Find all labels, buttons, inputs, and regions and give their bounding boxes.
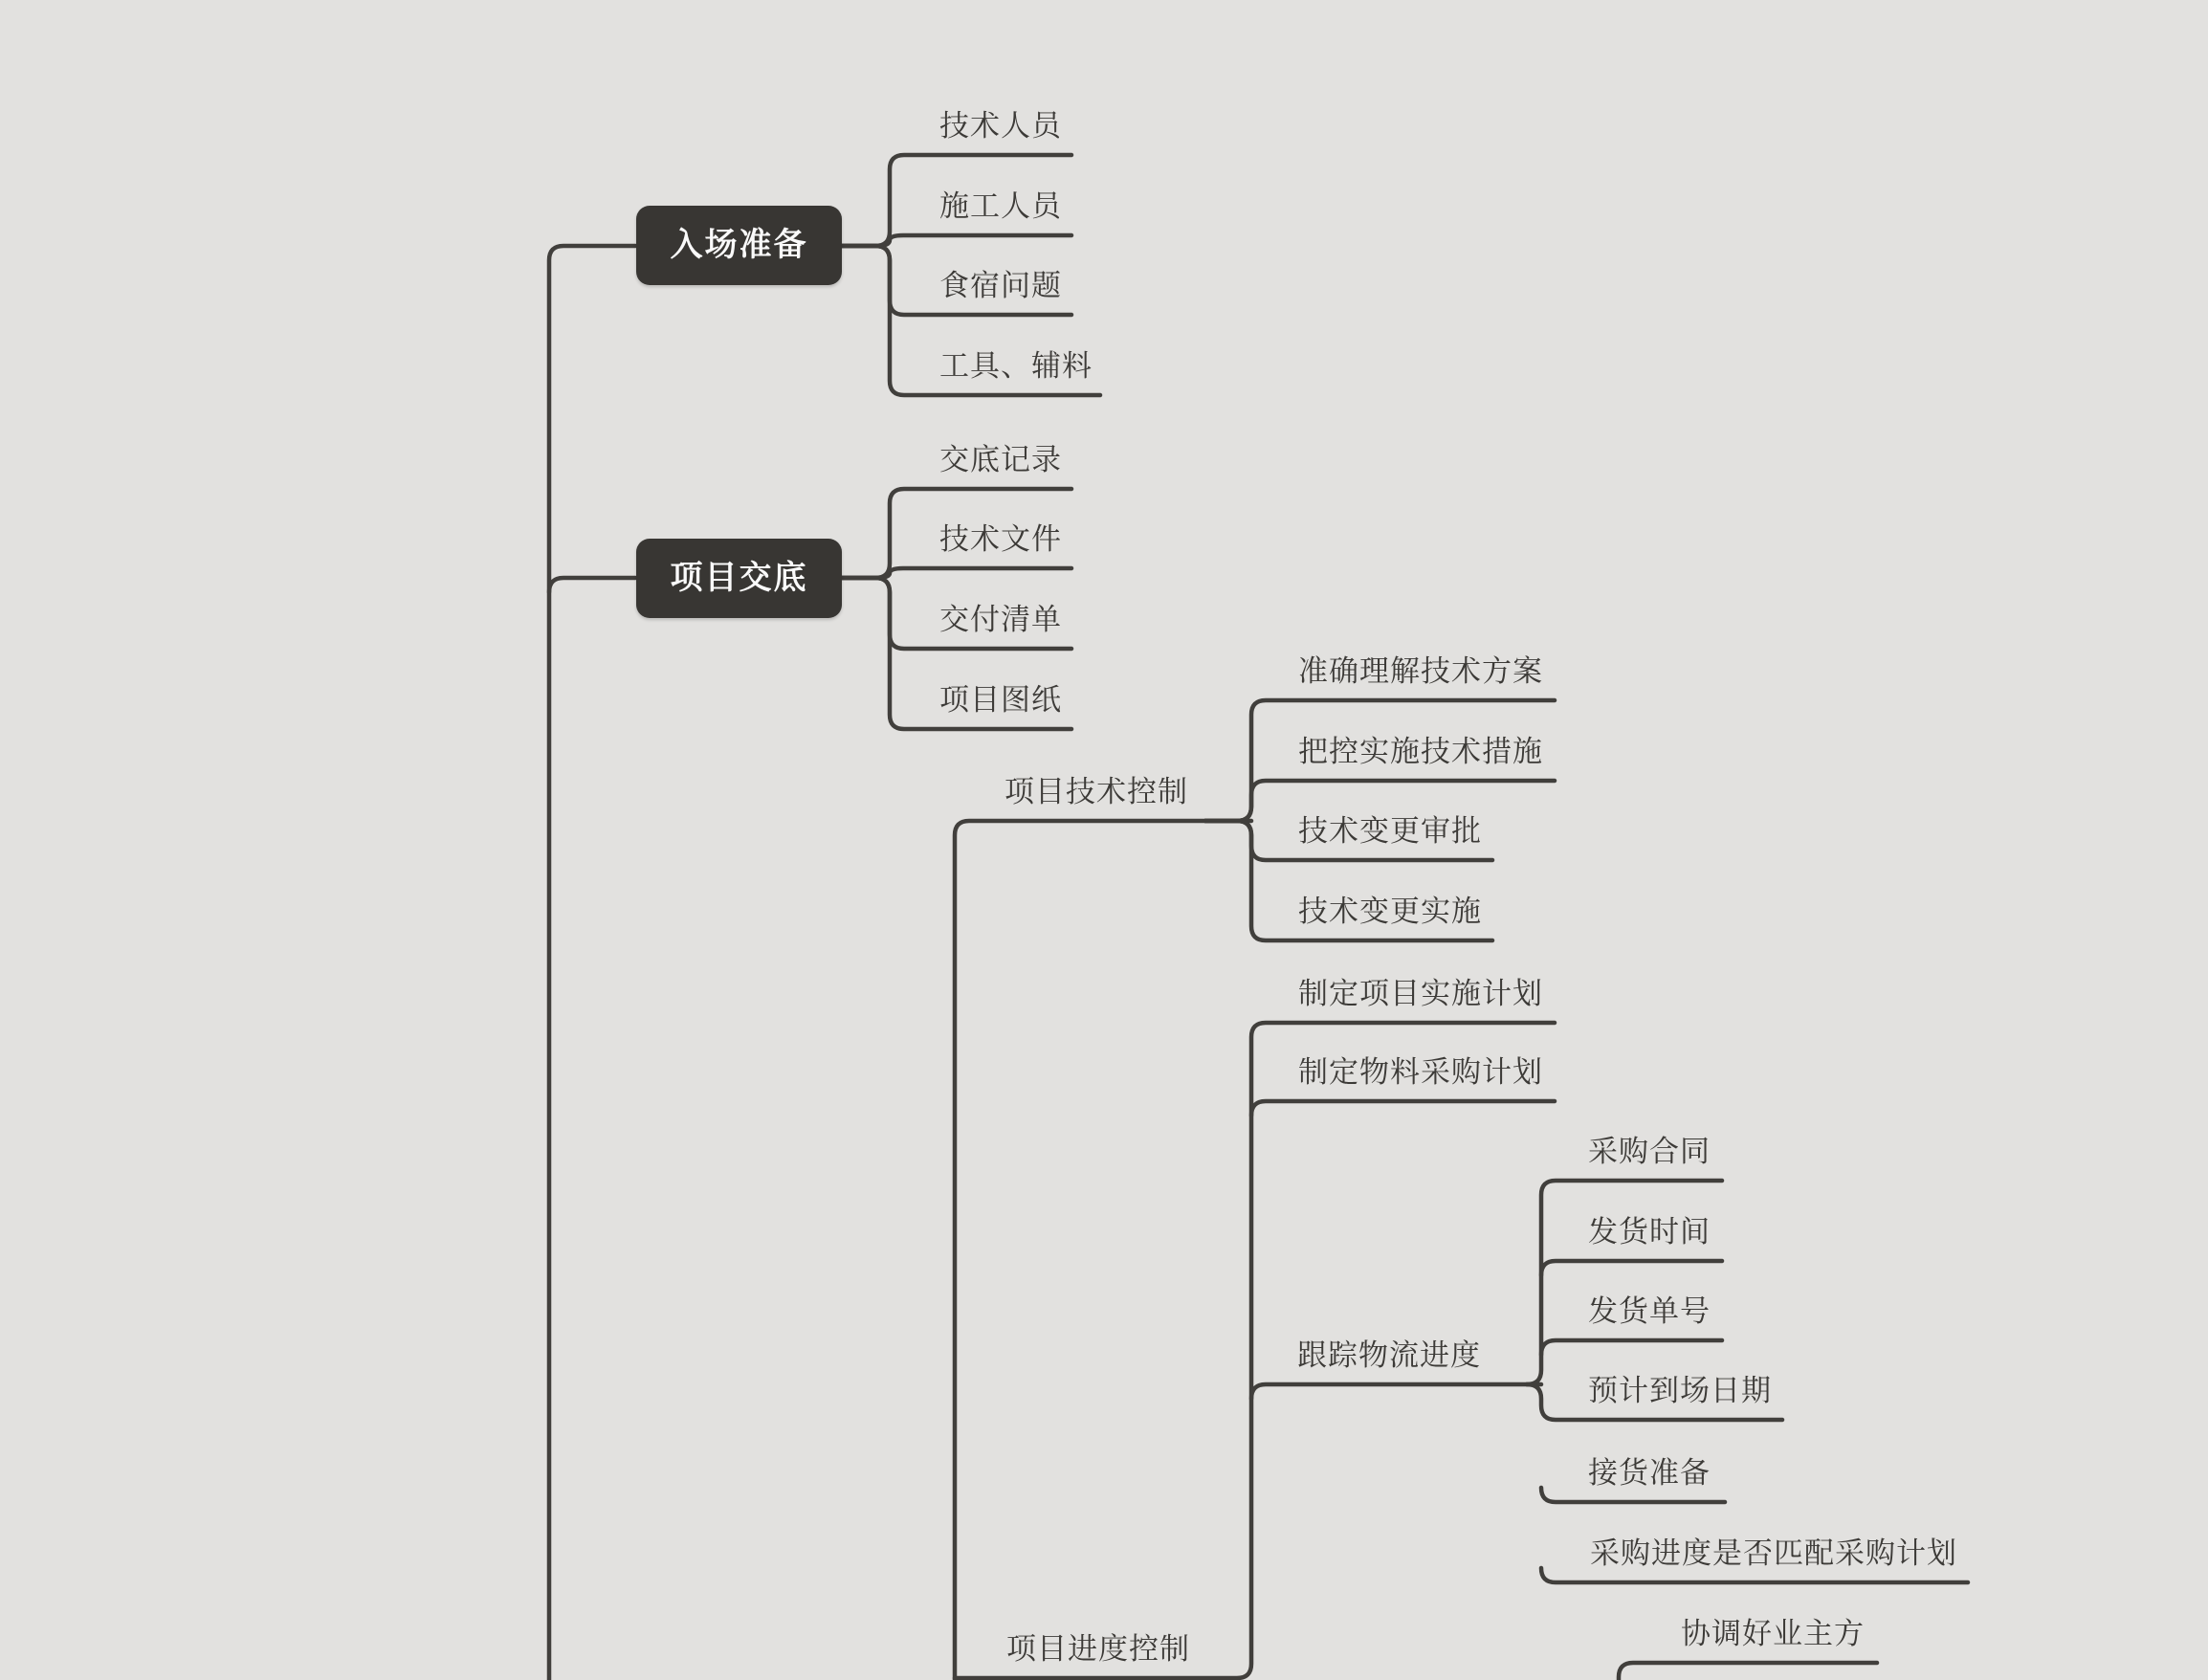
topic-construction-personnel[interactable]: 施工人员 <box>939 189 1062 223</box>
topic-control-technical-measures[interactable]: 把控实施技术措施 <box>1298 735 1543 768</box>
topic-shipping-number[interactable]: 发货单号 <box>1588 1294 1711 1328</box>
connector <box>549 578 635 592</box>
connector <box>549 246 635 1680</box>
connector <box>1251 1384 1541 1399</box>
connector <box>1541 1261 1722 1275</box>
topic-understand-technical-plan[interactable]: 准确理解技术方案 <box>1298 654 1543 688</box>
topic-procurement-contract[interactable]: 采购合同 <box>1588 1135 1711 1168</box>
topic-project-schedule-control[interactable]: 项目进度控制 <box>1006 1632 1190 1666</box>
connector <box>1527 1181 1722 1384</box>
topic-project-technical-control[interactable]: 项目技术控制 <box>1005 775 1188 808</box>
connector <box>1619 1663 1877 1680</box>
topic-technical-documents[interactable]: 技术文件 <box>939 522 1062 556</box>
topic-receiving-preparation[interactable]: 接货准备 <box>1588 1456 1711 1490</box>
topic-technical-personnel[interactable]: 技术人员 <box>939 109 1062 143</box>
connector <box>1541 1340 1722 1355</box>
topic-procurement-plan[interactable]: 制定物料采购计划 <box>1298 1055 1543 1089</box>
connector <box>955 821 1251 1680</box>
topic-accommodation[interactable]: 食宿问题 <box>939 269 1062 302</box>
topic-shipping-time[interactable]: 发货时间 <box>1588 1215 1711 1249</box>
topic-procurement-progress-match[interactable]: 采购进度是否匹配采购计划 <box>1590 1536 1957 1570</box>
topic-implementation-plan[interactable]: 制定项目实施计划 <box>1298 977 1543 1010</box>
connector <box>1251 1101 1555 1116</box>
topic-project-briefing[interactable]: 项目交底 <box>636 539 842 618</box>
topic-expected-arrival-date[interactable]: 预计到场日期 <box>1588 1374 1772 1407</box>
topic-track-logistics[interactable]: 跟踪物流进度 <box>1297 1338 1481 1372</box>
topic-delivery-list[interactable]: 交付清单 <box>939 603 1062 636</box>
topic-technical-change-approval[interactable]: 技术变更审批 <box>1298 814 1482 848</box>
topic-tools-materials[interactable]: 工具、辅料 <box>939 349 1093 383</box>
topic-briefing-record[interactable]: 交底记录 <box>939 443 1062 476</box>
topic-technical-change-implementation[interactable]: 技术变更实施 <box>1298 895 1482 928</box>
topic-project-drawings[interactable]: 项目图纸 <box>939 683 1062 717</box>
topic-coordinate-owner[interactable]: 协调好业主方 <box>1681 1617 1865 1650</box>
topic-entry-preparation[interactable]: 入场准备 <box>636 206 842 285</box>
